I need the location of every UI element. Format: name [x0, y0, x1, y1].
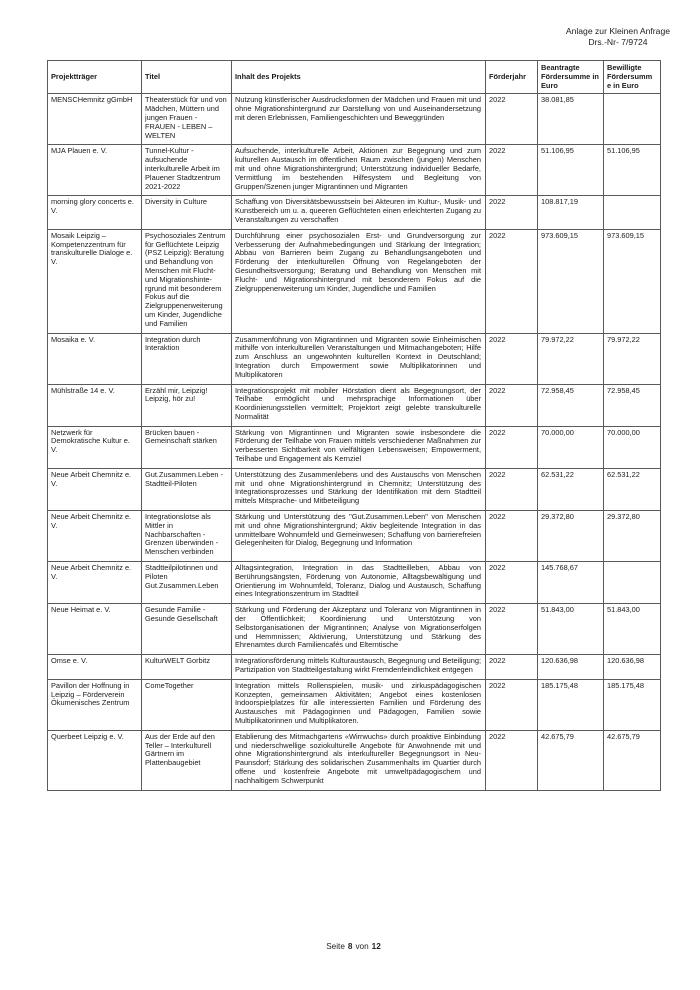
cell-inhalt: Schaffung von Diversitätsbewusstsein bei Akteuren im Kultur-, Musik- und Kunstbereich um u. a. queeren Geflüchteten einen erleichterten Zugang zu Veranstaltungen zu verschaffen — [232, 196, 486, 229]
cell-titel: Integrationslotse als Mittler in Nachbarschaften - Grenzen überwinden - Menschen verbinden — [142, 511, 232, 562]
cell-titel: Diversity in Culture — [142, 196, 232, 229]
cell-foerderjahr: 2022 — [486, 604, 538, 655]
cell-bewilligte-summe — [604, 562, 661, 604]
cell-bewilligte-summe: 62.531,22 — [604, 468, 661, 510]
table-row — [48, 196, 661, 229]
cell-beantragte-summe: 120.636,98 — [538, 655, 604, 680]
cell-projekttraeger: Neue Arbeit Chemnitz e. V. — [48, 511, 142, 562]
cell-inhalt: Stärkung und Förderung der Akzeptanz und Toleranz von Migrantinnen in der Öffentlichkeit; Koordinierung und Unterstützung von Selbstorganisationen der Migrantinnen; Analyse von Migrationserfolgen und Hemmnissen; Aktivierung, Unterstützung und Stärkung des Ehrenamtes durch Familiencafés und Elterntische — [232, 604, 486, 655]
table-row — [48, 145, 661, 196]
cell-foerderjahr: 2022 — [486, 333, 538, 384]
cell-projekttraeger: Neue Arbeit Chemnitz e. V. — [48, 468, 142, 510]
cell-inhalt: Integrationsprojekt mit mobiler Hörstation dient als Begegnungsort, der Teilhabe ermöglicht und mehrsprachige Informationen über Koordinierungsstellen vermittelt; Projektort zeigt gelebte transkulturelle Normalität — [232, 384, 486, 426]
table-header — [48, 61, 661, 94]
table-body — [48, 94, 661, 790]
table-row — [48, 94, 661, 145]
cell-beantragte-summe: 29.372,80 — [538, 511, 604, 562]
cell-foerderjahr: 2022 — [486, 196, 538, 229]
cell-titel: Stadtteilpilotinnen und Piloten Gut.Zusammen.Leben — [142, 562, 232, 604]
cell-foerderjahr: 2022 — [486, 468, 538, 510]
cell-bewilligte-summe: 29.372,80 — [604, 511, 661, 562]
cell-titel: Gesunde Familie - Gesunde Gesellschaft — [142, 604, 232, 655]
cell-inhalt: Alltagsintegration, Integration in das Stadtteilleben, Abbau von Berührungsängsten, Förderung von Autonomie, Alltagsbewältigung und Orientierung im Wohnumfeld, Toleranz, Dialog und Austausch, Schaffung eines Integrationszentrum im Stadtteil — [232, 562, 486, 604]
footer-seite-label: Seite — [326, 942, 345, 951]
cell-beantragte-summe: 79.972,22 — [538, 333, 604, 384]
cell-foerderjahr: 2022 — [486, 384, 538, 426]
cell-bewilligte-summe — [604, 94, 661, 145]
cell-bewilligte-summe: 70.000,00 — [604, 426, 661, 468]
cell-foerderjahr: 2022 — [486, 730, 538, 790]
header-line-drucksache-nummer: Drs.-Nr- 7/9724 — [588, 37, 648, 47]
cell-projekttraeger: Omse e. V. — [48, 655, 142, 680]
column-header-foerderjahr: Förderjahr — [486, 61, 538, 94]
cell-foerderjahr: 2022 — [486, 229, 538, 333]
table-row — [48, 655, 661, 680]
cell-beantragte-summe: 42.675,79 — [538, 730, 604, 790]
cell-inhalt: Aufsuchende, interkulturelle Arbeit, Aktionen zur Begegnung und zum kulturellen Austausch im öffentlichen Raum zwischen (jungen) Menschen mit und ohne Migrationshintergrund; Unterstützung individueller Bedarfe, Vermittlung im bestehenden Hilfesystem und Begleitung von Gruppen/Szenen junger Migrantinnen und Migranten — [232, 145, 486, 196]
cell-titel: Brücken bauen - Gemeinschaft stärken — [142, 426, 232, 468]
cell-projekttraeger: Netzwerk für Demokratische Kultur e. V. — [48, 426, 142, 468]
cell-projekttraeger: MENSCHemnitz gGmbH — [48, 94, 142, 145]
column-header-titel: Titel — [142, 61, 232, 94]
cell-projekttraeger: Neue Heimat e. V. — [48, 604, 142, 655]
cell-foerderjahr: 2022 — [486, 679, 538, 730]
cell-titel: Gut.Zusammen.Leben - Stadtteil-Piloten — [142, 468, 232, 510]
cell-inhalt: Integration mittels Rollenspielen, musik- und zirkuspädagogischen Konzepten, gemeinsamen Aktivitäten; Angebot eines kostenlosen Indoorspielplatzes für alle interessierten Familien und Förderung des Austausches mit Pädagoginnen und Pädagogen, Familien sowie Multiplikatorinnen und Multiplikatoren. — [232, 679, 486, 730]
cell-bewilligte-summe: 973.609,15 — [604, 229, 661, 333]
cell-inhalt: Etablierung des Mitmachgartens «Wirrwuchs» durch proaktive Einbindung und niederschwellige soziokulturelle Angebote für Anwohnende mit und ohne Migrationshintergrund als interkultureller Begegnungsort in Neu-Paunsdorf; Stärkung des solidarischen Zusammenhalts im Quartier durch offene und kostenfreie Angebote mit umweltpädagogischem und nachhaltigem Schwerpunkt — [232, 730, 486, 790]
cell-projekttraeger: morning glory concerts e. V. — [48, 196, 142, 229]
cell-foerderjahr: 2022 — [486, 511, 538, 562]
column-header-projekttraeger: Projektträger — [48, 61, 142, 94]
cell-projekttraeger: Mosaik Leipzig – Kompetenzzentrum für transkulturelle Dialoge e. V. — [48, 229, 142, 333]
cell-projekttraeger: MJA Plauen e. V. — [48, 145, 142, 196]
cell-foerderjahr: 2022 — [486, 562, 538, 604]
cell-beantragte-summe: 185.175,48 — [538, 679, 604, 730]
table-row — [48, 679, 661, 730]
page-footer — [47, 942, 660, 951]
cell-beantragte-summe: 51.106,95 — [538, 145, 604, 196]
footer-von-label: von — [355, 942, 369, 951]
projects-table-container — [47, 60, 660, 791]
cell-bewilligte-summe: 51.106,95 — [604, 145, 661, 196]
cell-foerderjahr: 2022 — [486, 94, 538, 145]
table-row — [48, 384, 661, 426]
cell-inhalt: Stärkung und Unterstützung des "Gut.Zusammen.Leben" von Menschen mit und ohne Migrationshintergrund; Aktiv begleitende Integration in das unmittelbare Wohnumfeld und Gemeinwesen; Schaffung von barrierefreien Gelegenheiten für Dialog, Begegnung und Information — [232, 511, 486, 562]
cell-titel: Theaterstück für und von Mädchen, Müttern und jungen Frauen - FRAUEN - LEBEN – WELTEN — [142, 94, 232, 145]
column-header-beantragte-summe: Beantragte Fördersumme in Euro — [538, 61, 604, 94]
table-row — [48, 229, 661, 333]
cell-beantragte-summe: 51.843,00 — [538, 604, 604, 655]
cell-projekttraeger: Mosaika e. V. — [48, 333, 142, 384]
table-row — [48, 604, 661, 655]
cell-bewilligte-summe: 79.972,22 — [604, 333, 661, 384]
cell-beantragte-summe: 72.958,45 — [538, 384, 604, 426]
cell-projekttraeger: Pavillon der Hoffnung in Leipzig – Förderverein Ökumenisches Zentrum — [48, 679, 142, 730]
cell-projekttraeger: Neue Arbeit Chemnitz e. V. — [48, 562, 142, 604]
cell-beantragte-summe: 62.531,22 — [538, 468, 604, 510]
cell-titel: ComeTogether — [142, 679, 232, 730]
cell-inhalt: Nutzung künstlerischer Ausdrucksformen der Mädchen und Frauen mit und ohne Migrationshintergrund zur Darstellung von und Auseinandersetzung mit deren Erlebnissen, Familiengeschichten und Beweggründen — [232, 94, 486, 145]
table-row — [48, 730, 661, 790]
cell-beantragte-summe: 38.081,85 — [538, 94, 604, 145]
table-row — [48, 562, 661, 604]
cell-projekttraeger: Mühlstraße 14 e. V. — [48, 384, 142, 426]
funded-projects-table — [47, 60, 661, 791]
cell-beantragte-summe: 70.000,00 — [538, 426, 604, 468]
column-header-bewilligte-summe: Bewilligte Fördersumme in Euro — [604, 61, 661, 94]
cell-beantragte-summe: 973.609,15 — [538, 229, 604, 333]
cell-inhalt: Unterstützung des Zusammenlebens und des Austauschs von Menschen mit und ohne Migrationshintergrund in Chemnitz; Unterstützung des Integrationsprozesses und Stärkung der Identifikation mit dem Stadtteil mittels Mitsprache- und Mitbeteiligung — [232, 468, 486, 510]
cell-inhalt: Integrationsförderung mittels Kulturaustausch, Begegnung und Beteiligung; Partizipation von Stadtteilgestaltung wirkt Fremdenfeindlichkeit entgegen — [232, 655, 486, 680]
cell-foerderjahr: 2022 — [486, 145, 538, 196]
cell-inhalt: Zusammenführung von Migrantinnen und Migranten sowie Einheimischen mithilfe von interkulturellen Veranstaltungen und Mitmachangeboten; Hilfe zum Anschluss an ungewohnten kulturellen Kontext in Deutschland; Integration durch Empowerment sowie Multiplikatorinnen und Multiplikatoren — [232, 333, 486, 384]
header-line-anlage: Anlage zur Kleinen Anfrage — [565, 26, 670, 36]
cell-foerderjahr: 2022 — [486, 426, 538, 468]
table-row — [48, 511, 661, 562]
cell-inhalt: Stärkung von Migrantinnen und Migranten sowie insbesondere die Förderung der Teilhabe von Frauen mittels verschiedener Maßnahmen zur verbesserten Sichtbarkeit von vielfältigen Lebensweisen; Empowerment, Teilhabe und Engagement als Kernziel — [232, 426, 486, 468]
footer-page-number: 8 — [347, 942, 353, 951]
cell-bewilligte-summe: 72.958,45 — [604, 384, 661, 426]
footer-total-pages: 12 — [371, 942, 381, 951]
cell-inhalt: Durchführung einer psychosozialen Erst- und Grundversorgung zur Verbesserung der Aufnahmebedingungen und Stärkung der Integration; Abbau von Barrieren beim Zugang zu Behandlungsangeboten und Förderung der interkulturellen Öffnung von Regelangeboten der Gesundheitsversorgung; Beratung und Behandlung von Menschen mit Flucht- und Migrationshintergrund mit besonderem Fokus auf die Zielgruppenerweiterung um Kinder, Jugendliche und Familien — [232, 229, 486, 333]
cell-beantragte-summe: 145.768,67 — [538, 562, 604, 604]
cell-bewilligte-summe: 185.175,48 — [604, 679, 661, 730]
cell-foerderjahr: 2022 — [486, 655, 538, 680]
cell-titel: Erzähl mir, Leipzig! Leipzig, hör zu! — [142, 384, 232, 426]
table-header-row — [48, 61, 661, 94]
cell-bewilligte-summe — [604, 196, 661, 229]
cell-titel: Aus der Erde auf den Teller – Interkulturell Gärtnern im Plattenbaugebiet — [142, 730, 232, 790]
cell-projekttraeger: Querbeet Leipzig e. V. — [48, 730, 142, 790]
cell-titel: Tunnel-Kultur - aufsuchende interkulturelle Arbeit im Plauener Stadtzentrum 2021-2022 — [142, 145, 232, 196]
cell-beantragte-summe: 108.817,19 — [538, 196, 604, 229]
cell-titel: KulturWELT Gorbitz — [142, 655, 232, 680]
column-header-inhalt: Inhalt des Projekts — [232, 61, 486, 94]
table-row — [48, 468, 661, 510]
cell-titel: Integration durch Interaktion — [142, 333, 232, 384]
table-row — [48, 426, 661, 468]
cell-bewilligte-summe: 120.636,98 — [604, 655, 661, 680]
cell-titel: Psychosoziales Zentrum für Geflüchtete Leipzig (PSZ Leipzig): Beratung und Behandlung von Menschen mit Flucht- und Migrationshintergrund mit besonderem Fokus auf die Zielgruppenerweiterung um Kinder, Jugendliche und Familien — [142, 229, 232, 333]
cell-bewilligte-summe: 51.843,00 — [604, 604, 661, 655]
document-reference-header — [566, 26, 670, 48]
cell-bewilligte-summe: 42.675,79 — [604, 730, 661, 790]
table-row — [48, 333, 661, 384]
